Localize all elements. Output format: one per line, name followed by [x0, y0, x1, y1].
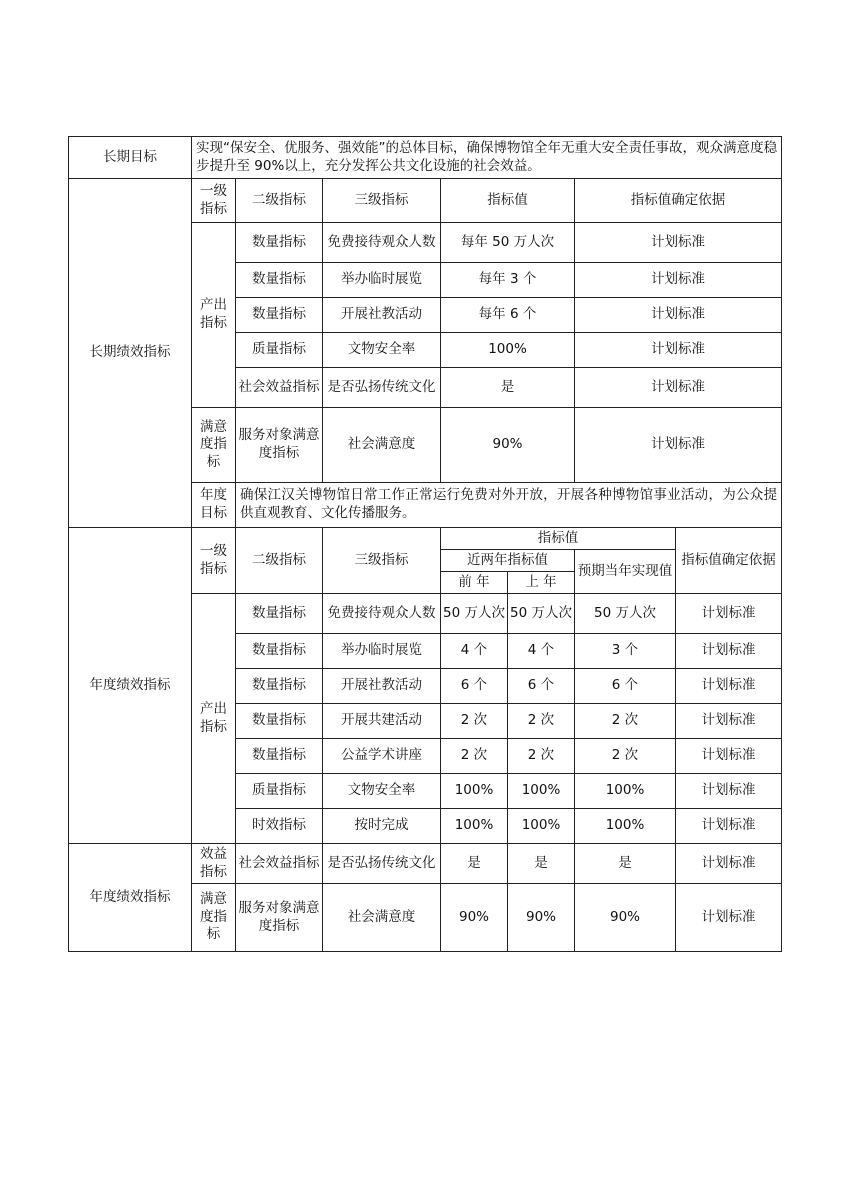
- header-value: 指标值: [441, 179, 575, 223]
- header-basis: 指标值确定依据: [575, 179, 782, 223]
- header-level3: 三级指标: [323, 528, 441, 594]
- cell-last: 100%: [508, 774, 575, 809]
- cell-value: 每年 6 个: [441, 298, 575, 333]
- cell-basis: 计划标准: [676, 774, 782, 809]
- cell-last: 是: [508, 844, 575, 884]
- cell-prev: 是: [441, 844, 508, 884]
- header-level1: 一级指标: [192, 528, 236, 594]
- cell-level3: 文物安全率: [323, 774, 441, 809]
- cell-level2: 数量指标: [236, 634, 323, 669]
- cell-expected: 2 次: [575, 739, 676, 774]
- long-term-perf-label: 长期绩效指标: [69, 179, 192, 528]
- cell-expected: 3 个: [575, 634, 676, 669]
- annual-perf-label-2: 年度绩效指标: [69, 844, 192, 952]
- header-value: 指标值: [441, 528, 676, 550]
- cell-expected: 6 个: [575, 669, 676, 704]
- cell-expected: 2 次: [575, 704, 676, 739]
- cell-level3: 举办临时展览: [323, 634, 441, 669]
- header-level2: 二级指标: [236, 528, 323, 594]
- cell-value: 每年 3 个: [441, 263, 575, 298]
- cell-level3: 公益学术讲座: [323, 739, 441, 774]
- cell-expected: 100%: [575, 809, 676, 844]
- cell-level3: 开展共建活动: [323, 704, 441, 739]
- cell-basis: 计划标准: [575, 223, 782, 263]
- cell-last: 100%: [508, 809, 575, 844]
- header-prev: 前 年: [441, 572, 508, 594]
- header-level1: 一级指标: [192, 179, 236, 223]
- cell-level2: 质量指标: [236, 774, 323, 809]
- cell-basis: 计划标准: [575, 263, 782, 298]
- annual-goal-label: 年度目标: [192, 483, 236, 528]
- cell-last: 90%: [508, 884, 575, 952]
- cell-basis: 计划标准: [676, 669, 782, 704]
- cell-basis: 计划标准: [676, 704, 782, 739]
- cell-level3: 按时完成: [323, 809, 441, 844]
- long-term-goal-text: 实现“保安全、优服务、强效能”的总体目标，确保博物馆全年无重大安全责任事故，观众满意度稳步提升至 90%以上，充分发挥公共文化设施的社会效益。: [192, 137, 782, 179]
- cell-level2: 服务对象满意度指标: [236, 884, 323, 952]
- annual-output-label: 产出指标: [192, 594, 236, 844]
- cell-last: 6 个: [508, 669, 575, 704]
- cell-last: 2 次: [508, 739, 575, 774]
- cell-level3: 是否弘扬传统文化: [323, 844, 441, 884]
- cell-basis: 计划标准: [676, 884, 782, 952]
- cell-expected: 90%: [575, 884, 676, 952]
- cell-level3: 免费接待观众人数: [323, 594, 441, 634]
- long-term-goal-label: 长期目标: [69, 137, 192, 179]
- cell-level3: 是否弘扬传统文化: [323, 368, 441, 408]
- cell-level3: 社会满意度: [323, 884, 441, 952]
- performance-table: [68, 136, 782, 952]
- cell-value: 100%: [441, 333, 575, 368]
- cell-prev: 2 次: [441, 704, 508, 739]
- cell-level2: 质量指标: [236, 333, 323, 368]
- cell-prev: 100%: [441, 774, 508, 809]
- cell-level2: 服务对象满意度指标: [236, 408, 323, 483]
- cell-level2: 数量指标: [236, 594, 323, 634]
- cell-level3: 开展社教活动: [323, 669, 441, 704]
- cell-expected: 100%: [575, 774, 676, 809]
- cell-level3: 免费接待观众人数: [323, 223, 441, 263]
- header-basis: 指标值确定依据: [676, 528, 782, 594]
- cell-last: 4 个: [508, 634, 575, 669]
- cell-prev: 100%: [441, 809, 508, 844]
- cell-level3: 举办临时展览: [323, 263, 441, 298]
- header-level3: 三级指标: [323, 179, 441, 223]
- cell-level3: 开展社教活动: [323, 298, 441, 333]
- annual-header-row: [69, 528, 782, 550]
- annual-goal-text: 确保江汉关博物馆日常工作正常运行免费对外开放，开展各种博物馆事业活动，为公众提供直观教育、文化传播服务。: [236, 483, 782, 528]
- long-term-output-label: 产出指标: [192, 223, 236, 408]
- cell-level2: 数量指标: [236, 223, 323, 263]
- long-term-satisfaction-label: 满意度指标: [192, 408, 236, 483]
- cell-basis: 计划标准: [575, 333, 782, 368]
- header-level2: 二级指标: [236, 179, 323, 223]
- cell-prev: 4 个: [441, 634, 508, 669]
- cell-prev: 50 万人次: [441, 594, 508, 634]
- header-last: 上 年: [508, 572, 575, 594]
- cell-basis: 计划标准: [676, 844, 782, 884]
- cell-level2: 数量指标: [236, 298, 323, 333]
- cell-basis: 计划标准: [575, 298, 782, 333]
- cell-basis: 计划标准: [575, 408, 782, 483]
- cell-level2: 数量指标: [236, 669, 323, 704]
- cell-last: 50 万人次: [508, 594, 575, 634]
- cell-expected: 是: [575, 844, 676, 884]
- long-term-goal-row: [69, 137, 782, 179]
- cell-prev: 6 个: [441, 669, 508, 704]
- annual-perf-label: 年度绩效指标: [69, 528, 192, 844]
- cell-level2: 时效指标: [236, 809, 323, 844]
- cell-level2: 数量指标: [236, 704, 323, 739]
- cell-prev: 90%: [441, 884, 508, 952]
- cell-basis: 计划标准: [676, 634, 782, 669]
- cell-expected: 50 万人次: [575, 594, 676, 634]
- annual-satisfaction-label: 满意度指标: [192, 884, 236, 952]
- long-term-header-row: [69, 179, 782, 223]
- cell-level3: 社会满意度: [323, 408, 441, 483]
- cell-value: 是: [441, 368, 575, 408]
- cell-value: 90%: [441, 408, 575, 483]
- cell-level2: 数量指标: [236, 739, 323, 774]
- cell-level2: 社会效益指标: [236, 844, 323, 884]
- cell-value: 每年 50 万人次: [441, 223, 575, 263]
- cell-basis: 计划标准: [676, 739, 782, 774]
- cell-last: 2 次: [508, 704, 575, 739]
- cell-basis: 计划标准: [676, 809, 782, 844]
- cell-level3: 文物安全率: [323, 333, 441, 368]
- cell-basis: 计划标准: [575, 368, 782, 408]
- header-expected: 预期当年实现值: [575, 550, 676, 594]
- cell-prev: 2 次: [441, 739, 508, 774]
- cell-level2: 数量指标: [236, 263, 323, 298]
- cell-basis: 计划标准: [676, 594, 782, 634]
- header-recent: 近两年指标值: [441, 550, 575, 572]
- table-row: [69, 844, 782, 884]
- annual-benefit-label: 效益指标: [192, 844, 236, 884]
- cell-level2: 社会效益指标: [236, 368, 323, 408]
